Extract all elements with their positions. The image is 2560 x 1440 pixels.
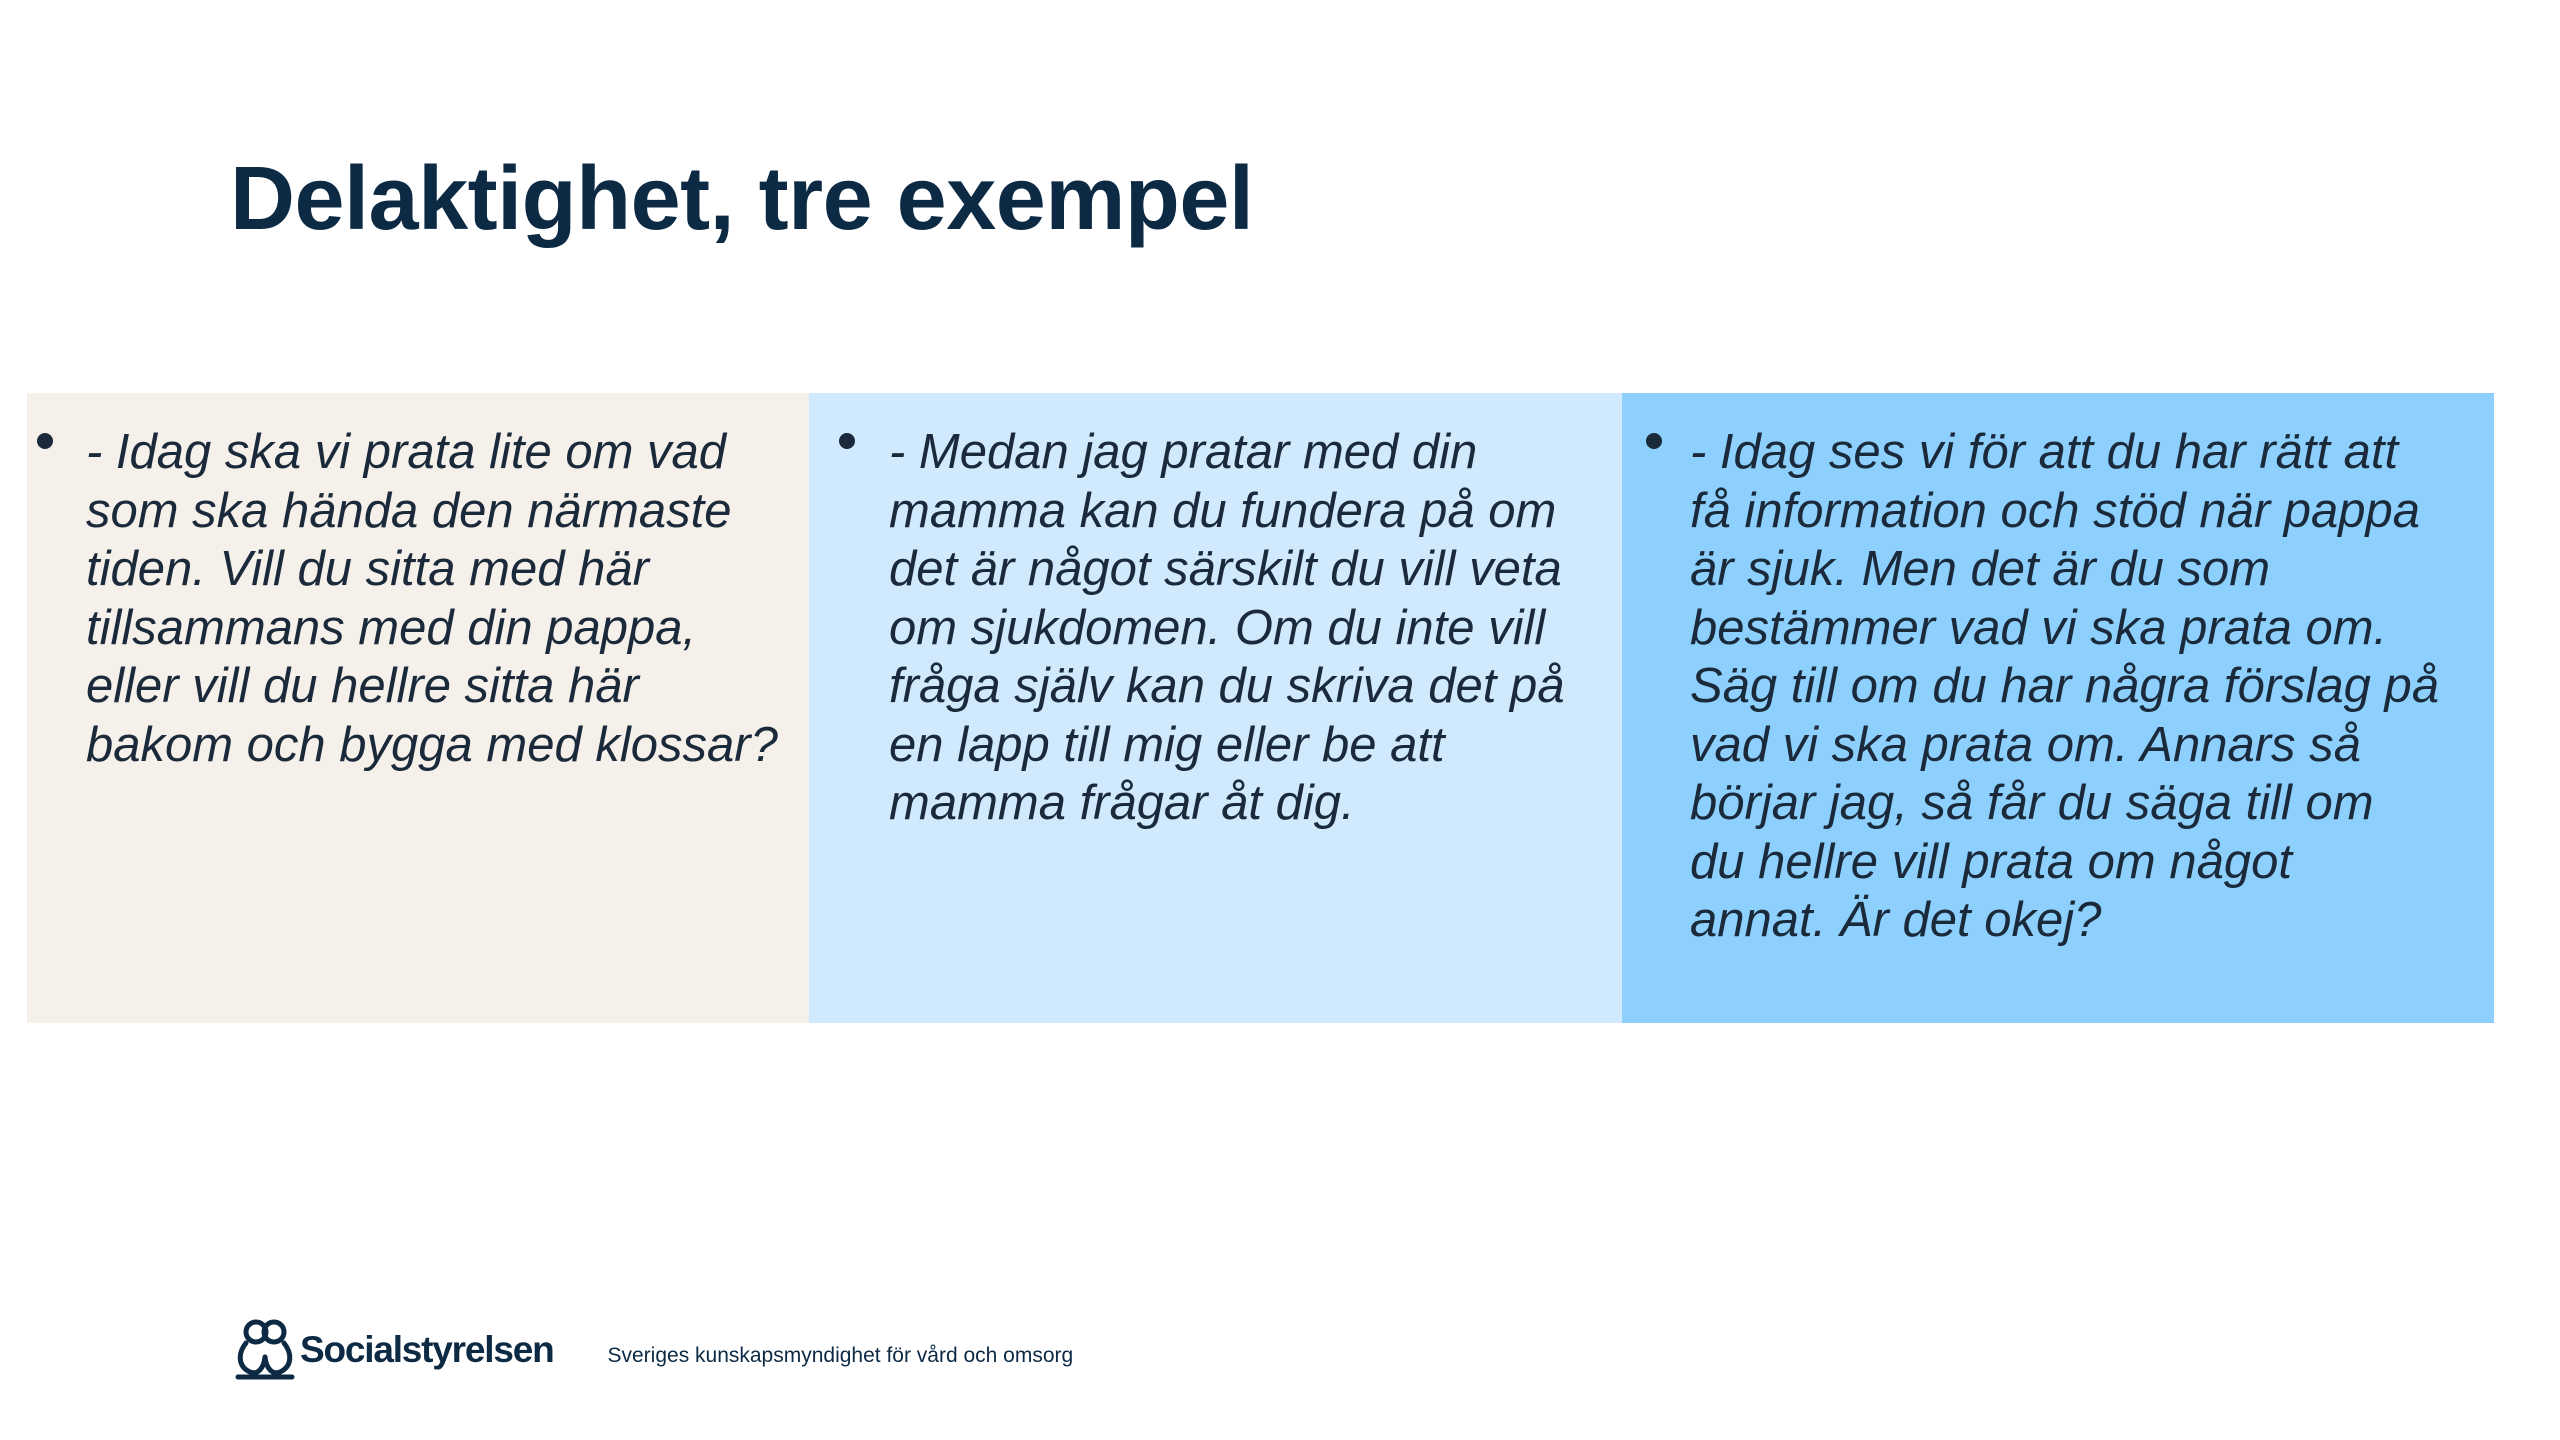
example-text-1: - Idag ska vi prata lite om vad som ska hända den närmaste tiden. Vill du sitta med här tillsammans med din pappa, eller vill du hellre sitta här bakom och bygga med klossar? bbox=[86, 425, 778, 772]
logo-wordmark: Socialstyrelsen bbox=[300, 1329, 554, 1370]
example-column-3 bbox=[1622, 393, 2494, 1023]
examples-columns bbox=[27, 393, 2494, 1023]
bullet-icon bbox=[839, 433, 855, 449]
bullet-icon bbox=[1646, 433, 1662, 449]
slide-title: Delaktighet, tre exempel bbox=[230, 149, 1254, 249]
example-column-2 bbox=[809, 393, 1622, 1023]
example-column-1 bbox=[27, 393, 809, 1023]
socialstyrelsen-logo-icon bbox=[232, 1317, 298, 1383]
socialstyrelsen-logo bbox=[232, 1317, 553, 1383]
bullet-icon bbox=[37, 433, 53, 449]
example-text-3: - Idag ses vi för att du har rätt att få information och stöd när pappa är sjuk. Men det är du som bestämmer vad vi ska prata om. Säg till om du har några förslag på vad vi ska prata om. Annars så börjar jag, så får du säga till om du hellre vill prata om något annat. Är det okej? bbox=[1690, 425, 2440, 947]
example-text-2: - Medan jag pratar med din mamma kan du fundera på om det är något särskilt du vill veta om sjukdomen. Om du inte vill fråga själv kan du skriva det på en lapp till mig eller be att mamma frågar åt dig. bbox=[889, 425, 1565, 830]
footer-tagline: Sveriges kunskapsmyndighet för vård och omsorg bbox=[607, 1344, 1074, 1367]
footer bbox=[232, 1315, 1073, 1385]
